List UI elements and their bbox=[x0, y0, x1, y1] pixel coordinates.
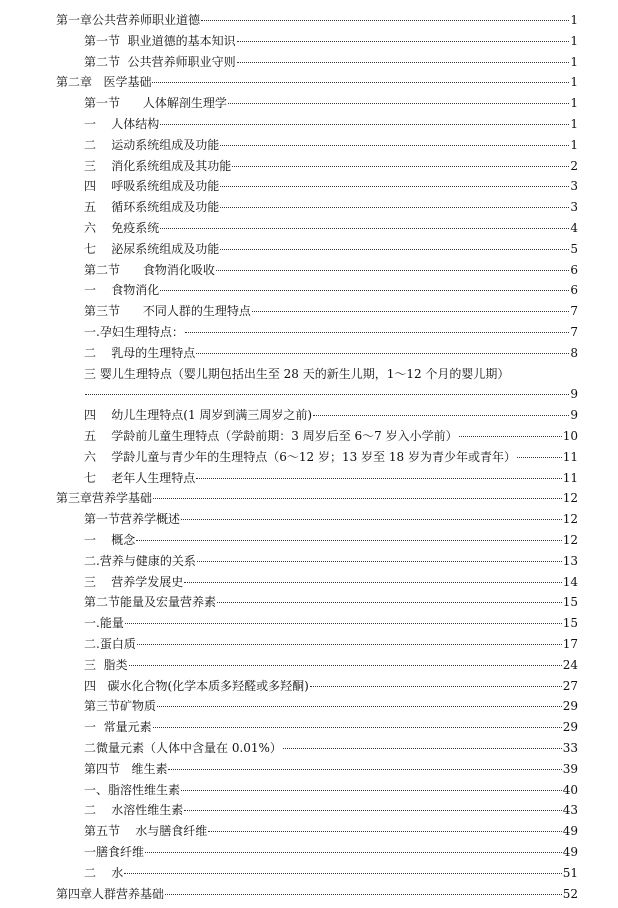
toc-page-number: 9 bbox=[570, 408, 578, 423]
toc-page-number: 10 bbox=[562, 429, 578, 443]
toc-chapter-entry[interactable] bbox=[0, 488, 618, 508]
dot-leader bbox=[136, 539, 561, 541]
dot-leader bbox=[220, 144, 569, 146]
dot-leader bbox=[237, 61, 570, 63]
dot-leader bbox=[160, 123, 569, 125]
toc-entry-link[interactable] bbox=[84, 863, 578, 883]
toc-entry-link[interactable] bbox=[84, 156, 578, 176]
toc-section-entry[interactable] bbox=[0, 197, 618, 217]
dot-leader bbox=[220, 185, 569, 187]
toc-entry-title: 六 学龄儿童与青少年的生理特点（6～12 岁；13 岁至 18 岁为青少年或青年） bbox=[84, 449, 516, 464]
toc-section-entry[interactable] bbox=[0, 52, 618, 72]
toc-entry-title: 二 乳母的生理特点 bbox=[84, 345, 196, 360]
toc-section-entry[interactable] bbox=[0, 863, 618, 883]
toc-entry-title: 一.孕妇生理特点： bbox=[84, 325, 184, 339]
toc-entry-link[interactable] bbox=[84, 530, 578, 550]
toc-entry-link[interactable] bbox=[84, 218, 578, 238]
toc-entry-link[interactable] bbox=[84, 800, 578, 820]
toc-entry-title: 五 学龄前儿童生理特点（学龄前期：3 周岁后至 6～7 岁入小学前） bbox=[84, 429, 458, 443]
dot-leader bbox=[124, 872, 561, 874]
toc-page-number: 29 bbox=[562, 699, 578, 714]
toc-entry-title: 三 营养学发展史 bbox=[84, 574, 184, 589]
toc-entry-title: 一、脂溶性维生素 bbox=[84, 782, 181, 797]
toc-entry-title: 第一节营养学概述 bbox=[84, 512, 181, 527]
toc-entry-link[interactable] bbox=[84, 447, 578, 467]
toc-entry-title: 二 水溶性维生素 bbox=[84, 803, 184, 818]
toc-section-entry[interactable] bbox=[0, 800, 618, 820]
toc-section-entry[interactable] bbox=[0, 717, 618, 737]
toc-entry-link[interactable] bbox=[84, 468, 578, 488]
toc-page-number: 13 bbox=[562, 553, 578, 568]
toc-section-entry[interactable] bbox=[0, 676, 618, 696]
toc-page-number: 3 bbox=[570, 179, 578, 194]
dot-leader bbox=[216, 269, 569, 271]
toc-entry-title: 三 脂类 bbox=[84, 657, 128, 672]
dot-leader bbox=[459, 435, 562, 437]
toc-entry-link[interactable] bbox=[84, 551, 578, 571]
toc-entry-continuation[interactable] bbox=[0, 384, 618, 404]
toc-entry-link[interactable] bbox=[84, 301, 578, 321]
toc-entry-link[interactable] bbox=[84, 114, 578, 134]
toc-entry-link[interactable] bbox=[84, 738, 578, 758]
toc-entry-title: 第二章 医学基础 bbox=[56, 75, 152, 90]
dot-leader bbox=[220, 206, 569, 208]
dot-leader bbox=[152, 81, 569, 83]
toc-entry-link[interactable] bbox=[84, 759, 578, 779]
toc-entry-link[interactable] bbox=[84, 696, 578, 716]
toc-section-entry[interactable] bbox=[0, 31, 618, 51]
toc-entry-link[interactable] bbox=[84, 634, 578, 654]
toc-entry-link[interactable] bbox=[84, 676, 578, 696]
toc-section-entry[interactable] bbox=[0, 696, 618, 716]
toc-page-number: 12 bbox=[562, 491, 578, 506]
toc-entry-title: 七 泌尿系统组成及功能 bbox=[84, 241, 220, 256]
toc-page-number: 15 bbox=[562, 595, 578, 610]
dot-leader bbox=[153, 726, 562, 728]
toc-entry-title: 第二节 食物消化吸收 bbox=[84, 262, 215, 277]
toc-entry-link[interactable] bbox=[56, 884, 578, 904]
toc-page-number: 49 bbox=[562, 845, 578, 859]
toc-page-number: 6 bbox=[570, 283, 578, 298]
toc-page-number: 1 bbox=[570, 75, 578, 90]
toc-page-number: 11 bbox=[562, 470, 578, 485]
toc-entry-title: 二微量元素（人体中含量在 0.01%） bbox=[84, 741, 282, 755]
toc-entry-title: 第三章营养学基础 bbox=[56, 491, 153, 506]
toc-section-entry[interactable] bbox=[0, 156, 618, 176]
toc-page-number: 29 bbox=[562, 720, 578, 735]
toc-entry-title: 三 婴儿生理特点（婴儿期包括出生至 28 天的新生儿期，1～12 个月的婴儿期） bbox=[84, 366, 510, 381]
dot-leader bbox=[160, 289, 569, 291]
dot-leader bbox=[168, 768, 561, 770]
toc-page-number: 1 bbox=[570, 13, 578, 27]
toc-section-entry[interactable] bbox=[0, 592, 618, 612]
toc-section-entry[interactable] bbox=[0, 551, 618, 571]
toc-entry-title: 四 碳水化合物(化学本质多羟醛或多羟酮) bbox=[84, 678, 309, 693]
toc-page-number: 2 bbox=[570, 158, 578, 173]
dot-leader bbox=[217, 601, 562, 603]
toc-entry-link[interactable] bbox=[56, 488, 578, 508]
toc-section-entry[interactable] bbox=[0, 176, 618, 196]
toc-entry-link[interactable] bbox=[84, 31, 578, 51]
toc-entry-title: 七 老年人生理特点 bbox=[84, 470, 196, 485]
toc-page-number: 1 bbox=[570, 117, 578, 131]
toc-section-entry[interactable] bbox=[0, 655, 618, 675]
toc-entry-title: 二.蛋白质 bbox=[84, 637, 136, 651]
toc-page-number: 9 bbox=[570, 387, 578, 402]
toc-section-entry[interactable] bbox=[0, 218, 618, 238]
dot-leader bbox=[283, 747, 562, 749]
toc-entry-title: 第五节 水与膳食纤维 bbox=[84, 824, 208, 839]
dot-leader bbox=[125, 622, 562, 624]
toc-page-number: 52 bbox=[562, 886, 578, 901]
toc-page-number: 1 bbox=[570, 33, 578, 48]
toc-entry-title: 六 免疫系统 bbox=[84, 221, 160, 235]
toc-entry-title: 三 消化系统组成及其功能 bbox=[84, 158, 232, 173]
toc-page-number: 5 bbox=[570, 241, 578, 256]
toc-entry-link[interactable] bbox=[84, 405, 578, 425]
dot-leader bbox=[137, 643, 562, 645]
toc-section-entry[interactable] bbox=[0, 405, 618, 425]
toc-entry-title: 一.能量 bbox=[84, 616, 124, 631]
toc-page-number: 14 bbox=[562, 574, 578, 589]
toc-entry-link[interactable] bbox=[84, 135, 578, 155]
toc-page-number: 4 bbox=[570, 221, 578, 235]
toc-page-number: 7 bbox=[570, 325, 578, 339]
toc-section-entry[interactable] bbox=[0, 322, 618, 342]
toc-entry-title: 一 概念 bbox=[84, 533, 136, 547]
toc-entry-title: 第一节 人体解剖生理学 bbox=[84, 96, 227, 111]
toc-page-number: 6 bbox=[570, 262, 578, 277]
dot-leader bbox=[160, 227, 569, 229]
toc-page-number: 12 bbox=[562, 512, 578, 527]
toc-entry-link[interactable] bbox=[84, 343, 578, 363]
dot-leader bbox=[181, 789, 562, 791]
toc-entry-link[interactable] bbox=[84, 509, 578, 529]
dot-leader bbox=[201, 19, 569, 21]
toc-entry-title: 一膳食纤维 bbox=[84, 845, 145, 859]
toc-section-entry[interactable] bbox=[0, 468, 618, 488]
toc-page-number: 8 bbox=[570, 345, 578, 360]
dot-leader bbox=[196, 477, 561, 479]
toc-section-entry[interactable] bbox=[0, 509, 618, 529]
toc-section-entry[interactable] bbox=[0, 530, 618, 550]
dot-leader bbox=[129, 664, 562, 666]
dot-leader bbox=[145, 851, 562, 853]
toc-entry-title: 四 幼儿生理特点(1 周岁到满三周岁之前) bbox=[84, 408, 313, 423]
toc-section-entry[interactable] bbox=[0, 135, 618, 155]
toc-section-entry[interactable] bbox=[0, 634, 618, 654]
dot-leader bbox=[184, 809, 561, 811]
toc-entry-title: 第一节 职业道德的基本知识 bbox=[84, 33, 236, 48]
toc-entry-title: 第四节 维生素 bbox=[84, 761, 168, 776]
dot-leader bbox=[232, 165, 569, 167]
toc-entry-link[interactable] bbox=[84, 821, 578, 841]
toc-page-number: 1 bbox=[570, 54, 578, 69]
toc-entry-title: 四 呼吸系统组成及功能 bbox=[84, 179, 220, 194]
toc-entry-title: 二 运动系统组成及功能 bbox=[84, 137, 220, 152]
toc-entry-link[interactable] bbox=[84, 655, 578, 675]
toc-page-number: 40 bbox=[562, 782, 578, 797]
toc-entry-title: 第一章公共营养师职业道德 bbox=[56, 13, 201, 27]
toc-entry-link[interactable] bbox=[84, 613, 578, 633]
toc-page-number: 15 bbox=[562, 616, 578, 631]
toc-page-number: 7 bbox=[570, 304, 578, 319]
toc-entry-link[interactable] bbox=[84, 322, 578, 342]
toc-entry-title: 二 水 bbox=[84, 865, 124, 880]
toc-page-number: 39 bbox=[562, 761, 578, 776]
toc-entry-link[interactable] bbox=[56, 72, 578, 92]
dot-leader bbox=[185, 331, 570, 333]
toc-section-entry[interactable] bbox=[0, 93, 618, 113]
toc-entry-link[interactable] bbox=[84, 592, 578, 612]
dot-leader bbox=[197, 560, 562, 562]
toc-page-number: 3 bbox=[570, 200, 578, 215]
toc-section-entry[interactable] bbox=[0, 780, 618, 800]
dot-leader bbox=[517, 456, 562, 458]
dot-leader bbox=[252, 310, 569, 312]
toc-page-number: 33 bbox=[562, 741, 578, 755]
toc-entry-wrapped-text bbox=[0, 364, 618, 384]
toc-entry-title: 一 常量元素 bbox=[84, 720, 152, 735]
toc-section-entry[interactable] bbox=[0, 738, 618, 758]
toc-chapter-entry[interactable] bbox=[0, 884, 618, 904]
toc-entry-link[interactable] bbox=[84, 717, 578, 737]
dot-leader bbox=[85, 393, 569, 395]
toc-entry-title: 一 人体结构 bbox=[84, 117, 160, 131]
toc-page-number: 43 bbox=[562, 803, 578, 818]
toc-section-entry[interactable] bbox=[0, 239, 618, 259]
toc-section-entry[interactable] bbox=[0, 842, 618, 862]
toc-section-entry[interactable] bbox=[0, 114, 618, 134]
toc-entry-link[interactable] bbox=[84, 52, 578, 72]
toc-entry-title: 第三节 不同人群的生理特点 bbox=[84, 304, 251, 319]
toc-section-entry[interactable] bbox=[0, 572, 618, 592]
toc-entry-title: 五 循环系统组成及功能 bbox=[84, 200, 220, 215]
toc-entry-title: 一 食物消化 bbox=[84, 283, 160, 298]
dot-leader bbox=[153, 497, 562, 499]
dot-leader bbox=[220, 248, 569, 250]
toc-entry-link[interactable] bbox=[84, 780, 578, 800]
dot-leader bbox=[184, 581, 561, 583]
dot-leader bbox=[313, 414, 569, 416]
toc-page-number: 11 bbox=[562, 449, 578, 464]
toc-entry-link[interactable] bbox=[84, 572, 578, 592]
toc-page-number: 51 bbox=[562, 865, 578, 880]
toc-page-number: 24 bbox=[562, 657, 578, 672]
toc-entry-link[interactable] bbox=[84, 842, 578, 862]
toc-chapter-entry[interactable] bbox=[0, 72, 618, 92]
toc-page-number: 49 bbox=[562, 824, 578, 839]
dot-leader bbox=[181, 518, 562, 520]
dot-leader bbox=[237, 40, 570, 42]
toc-entry-title: 第二节 公共营养师职业守则 bbox=[84, 54, 236, 69]
toc-entry-title: 第三节矿物质 bbox=[84, 699, 157, 714]
toc-section-entry[interactable] bbox=[0, 426, 618, 446]
toc-page-number: 1 bbox=[570, 137, 578, 152]
toc-section-entry[interactable] bbox=[0, 301, 618, 321]
toc-page-number: 12 bbox=[562, 533, 578, 547]
dot-leader bbox=[208, 830, 561, 832]
dot-leader bbox=[165, 893, 562, 895]
dot-leader bbox=[310, 685, 562, 687]
toc-entry-link[interactable] bbox=[84, 239, 578, 259]
toc-entry-title: 二.营养与健康的关系 bbox=[84, 553, 196, 568]
toc-entry-link[interactable] bbox=[84, 93, 578, 113]
toc-chapter-entry[interactable] bbox=[0, 10, 618, 30]
toc-page-number: 1 bbox=[570, 96, 578, 111]
toc-section-entry[interactable] bbox=[0, 280, 618, 300]
toc-page-number: 27 bbox=[562, 678, 578, 693]
toc-entry-link[interactable] bbox=[84, 260, 578, 280]
dot-leader bbox=[196, 352, 569, 354]
toc-section-entry[interactable] bbox=[0, 260, 618, 280]
toc-entry-link[interactable] bbox=[56, 10, 578, 30]
toc-section-entry[interactable] bbox=[0, 821, 618, 841]
toc-page-number: 17 bbox=[562, 637, 578, 651]
toc-section-entry[interactable] bbox=[0, 343, 618, 363]
toc-entry-link[interactable] bbox=[84, 426, 578, 446]
dot-leader bbox=[228, 102, 569, 104]
toc-entry-title: 第四章人群营养基础 bbox=[56, 886, 165, 901]
toc-entry-link[interactable] bbox=[84, 280, 578, 300]
dot-leader bbox=[157, 705, 562, 707]
toc-entry-link[interactable] bbox=[84, 197, 578, 217]
toc-section-entry[interactable] bbox=[0, 447, 618, 467]
toc-entry-link[interactable] bbox=[84, 176, 578, 196]
toc-entry-title: 第二节能量及宏量营养素 bbox=[84, 595, 217, 610]
toc-section-entry[interactable] bbox=[0, 613, 618, 633]
toc-section-entry[interactable] bbox=[0, 759, 618, 779]
